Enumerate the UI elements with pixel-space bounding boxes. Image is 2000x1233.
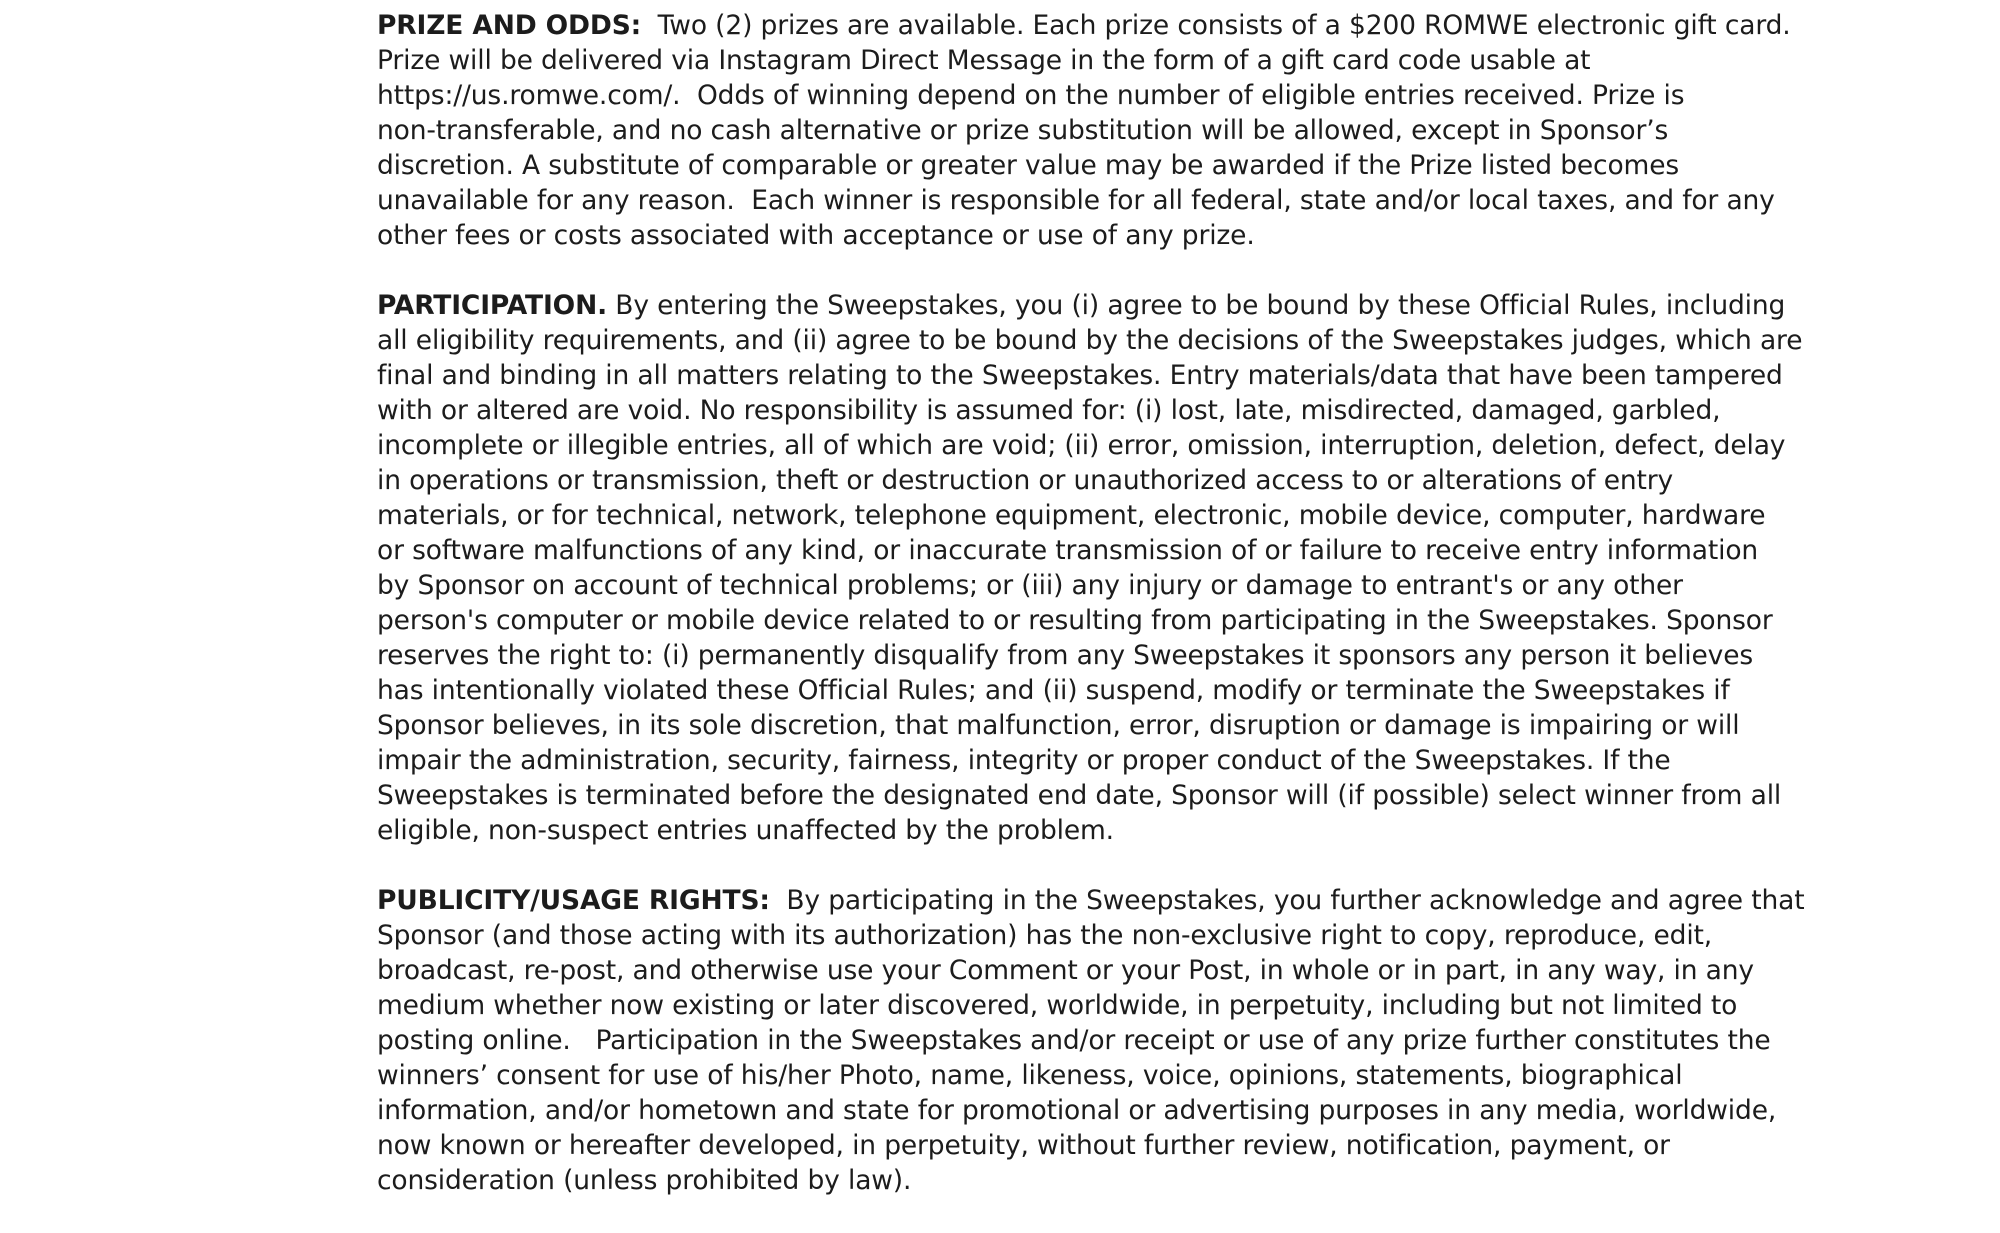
paragraph-text: By entering the Sweepstakes, you (i) agree to be bound by these Official Rules, including [607, 290, 1786, 321]
official-rules-document [377, 8, 1805, 1233]
paragraph-line: Sweepstakes is terminated before the designated end date, Sponsor will (if possible) select winner from all [377, 780, 1782, 811]
paragraph-line: discretion. A substitute of comparable or greater value may be awarded if the Prize listed becomes [377, 150, 1680, 181]
paragraph-line [377, 288, 1786, 323]
paragraph-line: reserves the right to: (i) permanently disqualify from any Sweepstakes it sponsors any person it believes [377, 640, 1754, 671]
paragraph-line: https://us.romwe.com/. Odds of winning depend on the number of eligible entries received. Prize is [377, 80, 1685, 111]
paragraph-line: in operations or transmission, theft or destruction or unauthorized access to or alterations of entry [377, 465, 1674, 496]
paragraph-line [377, 883, 1805, 918]
paragraph-line: impair the administration, security, fairness, integrity or proper conduct of the Sweepstakes. If the [377, 745, 1671, 776]
paragraph-line: now known or hereafter developed, in perpetuity, without further review, notification, payment, or [377, 1130, 1670, 1161]
paragraph-line: broadcast, re-post, and otherwise use your Comment or your Post, in whole or in part, in any way, in any [377, 955, 1754, 986]
paragraph-text: By participating in the Sweepstakes, you further acknowledge and agree that [769, 885, 1805, 916]
paragraph-line: with or altered are void. No responsibility is assumed for: (i) lost, late, misdirected, damaged, garbled, [377, 395, 1721, 426]
section-heading: PRIZE AND ODDS: [377, 10, 642, 41]
paragraph-line: person's computer or mobile device related to or resulting from participating in the Sweepstakes. Sponsor [377, 605, 1773, 636]
paragraph-line: winners’ consent for use of his/her Photo, name, likeness, voice, opinions, statements, biographical [377, 1060, 1683, 1091]
paragraph-line: or software malfunctions of any kind, or inaccurate transmission of or failure to receive entry information [377, 535, 1759, 566]
paragraph-line: posting online. Participation in the Sweepstakes and/or receipt or use of any prize further constitutes the [377, 1025, 1771, 1056]
paragraph-line: has intentionally violated these Official Rules; and (ii) suspend, modify or terminate the Sweepstakes if [377, 675, 1730, 706]
paragraph-line: Sponsor (and those acting with its authorization) has the non-exclusive right to copy, reproduce, edit, [377, 920, 1713, 951]
section-heading: PUBLICITY/USAGE RIGHTS: [377, 885, 770, 916]
paragraph-line: all eligibility requirements, and (ii) agree to be bound by the decisions of the Sweepstakes judges, which are [377, 325, 1803, 356]
section-heading: PARTICIPATION. [377, 290, 608, 321]
paragraph-line: medium whether now existing or later discovered, worldwide, in perpetuity, including but not limited to [377, 990, 1738, 1021]
paragraph-line: other fees or costs associated with acceptance or use of any prize. [377, 220, 1255, 251]
paragraph-line: Sponsor believes, in its sole discretion, that malfunction, error, disruption or damage is impairing or will [377, 710, 1740, 741]
paragraph-line: by Sponsor on account of technical problems; or (iii) any injury or damage to entrant's or any other [377, 570, 1683, 601]
paragraph-line [377, 8, 1791, 43]
paragraph-line: consideration (unless prohibited by law). [377, 1165, 912, 1196]
section-publicity-usage-rights [377, 883, 1805, 1198]
section-prize-and-odds [377, 8, 1791, 253]
paragraph-line: non-transferable, and no cash alternative or prize substitution will be allowed, except in Sponsor’s [377, 115, 1669, 146]
paragraph-line: final and binding in all matters relating to the Sweepstakes. Entry materials/data that have been tampered [377, 360, 1783, 391]
paragraph-line: incomplete or illegible entries, all of which are void; (ii) error, omission, interruption, deletion, defect, delay [377, 430, 1786, 461]
paragraph-line: materials, or for technical, network, telephone equipment, electronic, mobile device, computer, hardware [377, 500, 1766, 531]
paragraph-line: Prize will be delivered via Instagram Direct Message in the form of a gift card code usable at [377, 45, 1591, 76]
paragraph-line: unavailable for any reason. Each winner is responsible for all federal, state and/or local taxes, and for any [377, 185, 1775, 216]
paragraph-line: information, and/or hometown and state for promotional or advertising purposes in any media, worldwide, [377, 1095, 1777, 1126]
paragraph-line: eligible, non-suspect entries unaffected by the problem. [377, 815, 1114, 846]
section-participation [377, 288, 1803, 848]
paragraph-text: Two (2) prizes are available. Each prize consists of a $200 ROMWE electronic gift card. [641, 10, 1791, 41]
